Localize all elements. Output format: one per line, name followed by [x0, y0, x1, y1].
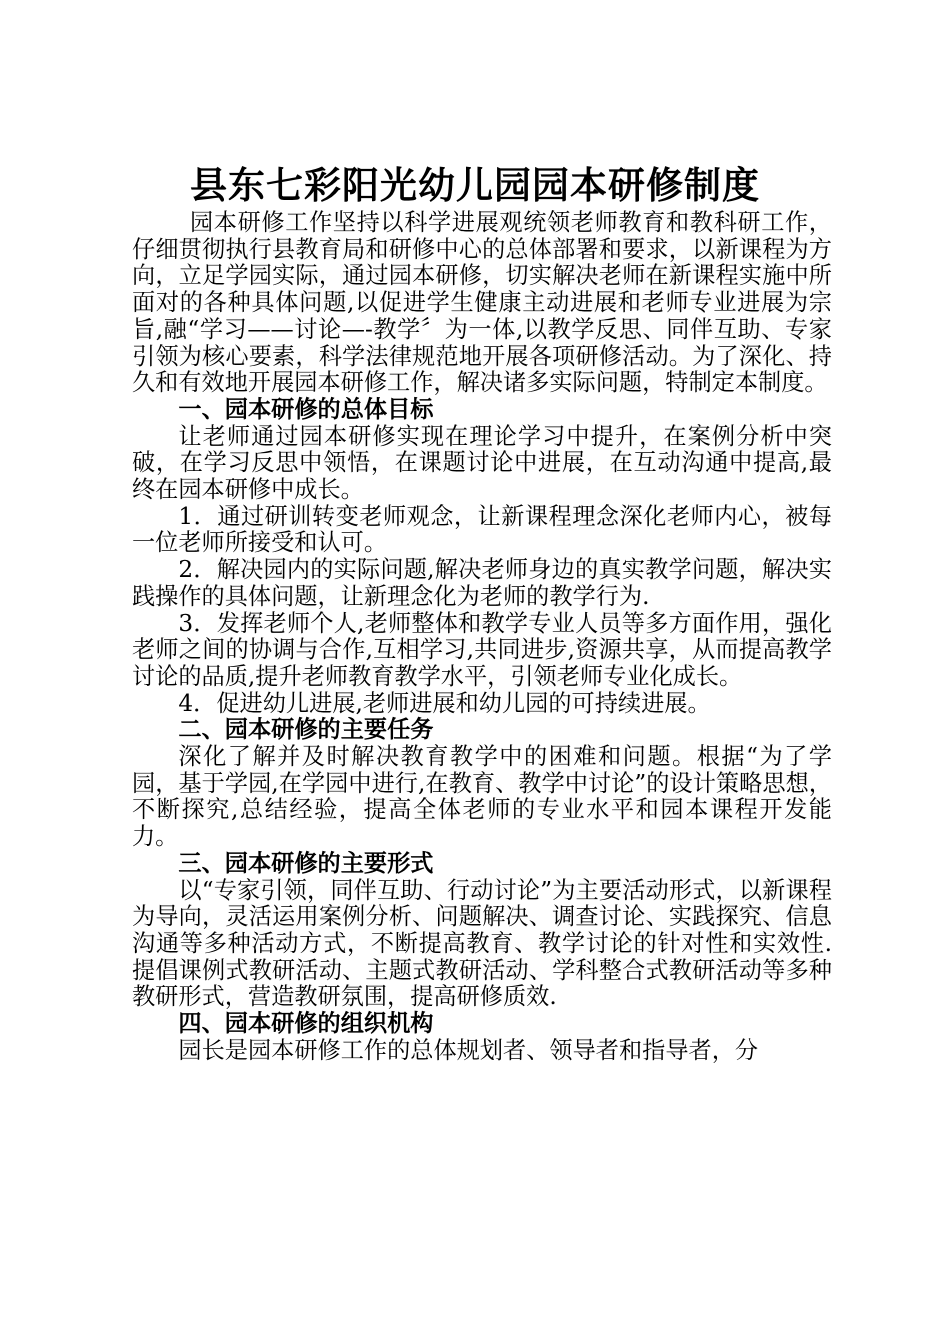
goals-item-2: 2．解决园内的实际问题,解决老师身边的真实教学问题，解决实践操作的具体问题，让新理念化为老师的教学行为.	[132, 556, 832, 610]
section-heading-forms: 三、园本研修的主要形式	[178, 849, 434, 877]
goals-item-4: 4．促进幼儿进展,老师进展和幼儿园的可持续进展。	[178, 689, 711, 717]
section-heading-goals: 一、园本研修的总体目标	[178, 395, 434, 423]
document-title: 县东七彩阳光幼儿园园本研修制度	[190, 163, 760, 207]
section-heading-organization: 四、园本研修的组织机构	[178, 1010, 434, 1038]
goals-paragraph: 让老师通过园本研修实现在理论学习中提升，在案例分析中突破，在学习反思中领悟，在课题讨论中进展，在互动沟通中提高,最终在园本研修中成长。	[132, 422, 832, 504]
goals-item-1: 1．通过研训转变老师观念，让新课程理念深化老师内心，被每一位老师所接受和认可。	[132, 502, 832, 557]
forms-paragraph: 以“专家引领，同伴互助、行动讨论”为主要活动形式，以新课程为导向，灵活运用案例分析、问题解决、调查讨论、实践探究、信息沟通等多种活动方式，不断提高教育、教学讨论的针对性和实效性.提倡课例式教研活动、主题式教研活动、学科整合式教研活动等多种教研形式，营造教研氛围，提高研修质效.	[132, 876, 832, 1011]
goals-item-3: 3．发挥老师个人,老师整体和教学专业人员等多方面作用，强化老师之间的协调与合作,互相学习,共同进步,资源共享，从而提高教学讨论的品质,提升老师教育教学水平，引领老师专业化成长。	[132, 609, 832, 690]
intro-paragraph: 园本研修工作坚持以科学进展观统领老师教育和教科研工作，仔细贯彻执行县教育局和研修中心的总体部署和要求，以新课程为方向，立足学园实际，通过园本研修，切实解决老师在新课程实施中所面对的各种具体问题,以促进学生健康主动进展和老师专业进展为宗旨,融“学习——讨论—-教学〞为一体,以教学反思、同伴互助、专家引领为核心要素，科学法律规范地开展各项研修活动。为了深化、持久和有效地开展园本研修工作，解决诸多实际问题，特制定本制度。	[132, 209, 832, 397]
document-body	[132, 210, 832, 1065]
section-heading-tasks: 二、园本研修的主要任务	[178, 716, 434, 744]
organization-paragraph: 园长是园本研修工作的总体规划者、领导者和指导者，分	[178, 1036, 759, 1064]
tasks-paragraph: 深化了解并及时解决教育教学中的困难和问题。根据“为了学园，基于学园,在学园中进行,在教育、教学中讨论”的设计策略思想，不断探究,总结经验，提高全体老师的专业水平和园本课程开发能力。	[132, 743, 832, 851]
